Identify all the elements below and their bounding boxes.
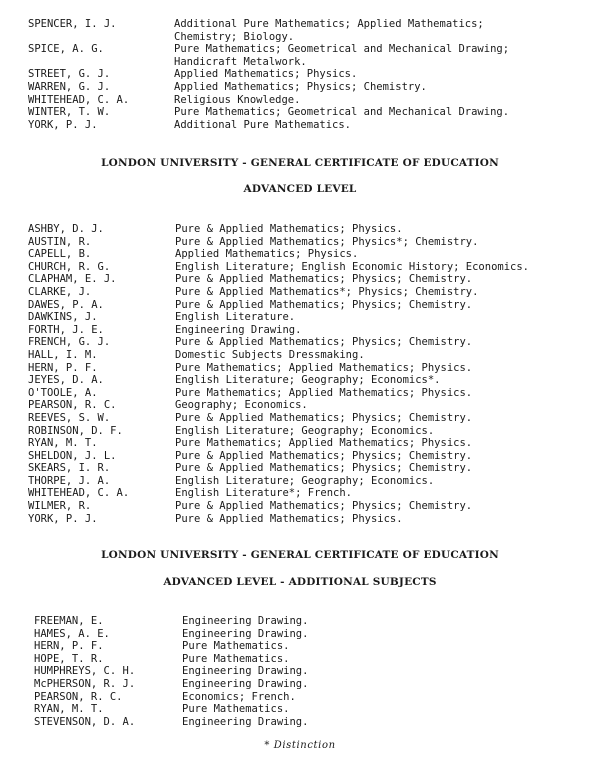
candidate-subjects: English Literature; Geography; Economics. [175,424,435,437]
candidate-name: O'TOOLE, A. [28,386,98,399]
list-item [0,628,600,641]
candidate-subjects: Religious Knowledge. [174,93,301,106]
list-item [0,18,600,31]
list-item [0,311,600,324]
candidate-subjects: Pure & Applied Mathematics; Physics; Chemistry. [175,449,473,462]
candidate-subjects: Pure & Applied Mathematics*; Physics; Chemistry. [175,285,479,298]
list-item [0,106,600,119]
candidate-subjects: Pure & Applied Mathematics; Physics*; Chemistry. [175,235,479,248]
list-item [0,399,600,412]
list-item [0,223,600,236]
section-heading: LONDON UNIVERSITY - GENERAL CERTIFICATE OF EDUCATION [101,549,499,561]
candidate-name: PEARSON, R. C. [34,690,123,703]
candidate-name: SHELDON, J. L. [28,449,117,462]
candidate-subjects: Pure & Applied Mathematics; Physics; Chemistry. [175,411,473,424]
footnote: * Distinction [264,740,336,751]
candidate-name: WINTER, T. W. [28,106,111,119]
list-item [0,716,600,729]
list-item [0,387,600,400]
list-item-continued [0,31,600,44]
candidate-name: WARREN, G. J. [28,80,111,93]
list-item [0,500,600,513]
candidate-name: HUMPHREYS, C. H. [34,665,136,678]
candidate-subjects: Engineering Drawing. [182,677,309,690]
list-item [0,119,600,132]
candidate-name: WHITEHEAD, C. A. [28,487,130,500]
list-item [0,487,600,500]
candidate-subjects: Pure & Applied Mathematics; Physics; Chemistry. [175,273,473,286]
list-item [0,81,600,94]
list-item [0,475,600,488]
list-item [0,425,600,438]
section-subheading: ADVANCED LEVEL - ADDITIONAL SUBJECTS [163,576,437,588]
candidate-subjects: English Literature. [175,311,296,324]
candidate-name: McPHERSON, R. J. [34,677,136,690]
list-item-continued [0,56,600,69]
list-item [0,236,600,249]
candidate-name: FORTH, J. E. [28,323,104,336]
candidate-subjects: Engineering Drawing. [182,715,309,728]
candidate-subjects: Additional Pure Mathematics; Applied Mathematics; [174,18,484,30]
list-item [0,273,600,286]
candidate-name: HAMES, A. E. [34,627,110,640]
candidate-subjects: English Literature; Geography; Economics*. [175,374,441,387]
list-item [0,286,600,299]
list-item [0,691,600,704]
candidate-subjects: Pure & Applied Mathematics; Physics; Chemistry. [175,298,473,311]
candidate-name: STREET, G. J. [28,68,111,81]
list-item [0,374,600,387]
candidate-name: CLARKE, J. [28,285,92,298]
candidate-name: THORPE, J. A. [28,474,111,487]
candidate-subjects: Pure Mathematics. [182,703,290,716]
candidate-subjects: English Literature; English Economic History; Economics. [175,260,530,273]
candidate-name: ASHBY, D. J. [28,223,104,235]
advanced-level-list [0,223,600,525]
candidate-subjects: English Literature; Geography; Economics. [175,474,435,487]
candidate-subjects: Engineering Drawing. [175,323,302,336]
candidate-subjects: Engineering Drawing. [182,665,309,678]
candidate-subjects: Pure & Applied Mathematics; Physics; Chemistry. [175,336,473,349]
list-item [0,349,600,362]
candidate-subjects: Pure Mathematics; Applied Mathematics; Physics. [175,361,473,374]
list-item [0,362,600,375]
candidate-name: CLAPHAM, E. J. [28,273,117,286]
candidate-subjects: Chemistry; Biology. [174,30,295,43]
top-list [0,18,600,131]
candidate-name: JEYES, D. A. [28,374,104,387]
candidate-name: YORK, P. J. [28,118,98,131]
list-item [0,665,600,678]
candidate-name: PEARSON, R. C. [28,399,117,412]
candidate-subjects: Pure Mathematics; Geometrical and Mechanical Drawing. [174,106,510,119]
list-item [0,94,600,107]
candidate-name: RYAN, M. T. [34,703,104,716]
candidate-subjects: Additional Pure Mathematics. [174,118,352,131]
list-item [0,68,600,81]
candidate-name: DAWES, P. A. [28,298,104,311]
candidate-name: WILMER, R. [28,500,92,513]
list-item [0,703,600,716]
candidate-name: DAWKINS, J. [28,311,98,324]
candidate-subjects: Pure Mathematics. [182,652,290,665]
list-item [0,336,600,349]
candidate-name: HALL, I. M. [28,348,98,361]
candidate-name: FRENCH, G. J. [28,336,111,349]
candidate-name: HERN, P. F. [34,640,104,653]
list-item [0,299,600,312]
candidate-subjects: Pure & Applied Mathematics; Physics. [175,223,403,235]
candidate-subjects: Pure & Applied Mathematics; Physics; Chemistry. [175,462,473,475]
list-item [0,513,600,526]
list-item [0,324,600,337]
candidate-name: SKEARS, I. R. [28,462,111,475]
candidate-name: RYAN, M. T. [28,437,98,450]
candidate-name: FREEMAN, E. [34,615,104,627]
candidate-subjects: Pure & Applied Mathematics; Physics. [175,512,403,525]
candidate-subjects: Pure & Applied Mathematics; Physics; Chemistry. [175,500,473,513]
list-item [0,248,600,261]
candidate-name: AUSTIN, R. [28,235,92,248]
candidate-subjects: Handicraft Metalwork. [174,55,307,68]
list-item [0,43,600,56]
candidate-subjects: Domestic Subjects Dressmaking. [175,348,365,361]
candidate-name: SPENCER, I. J. [28,18,117,30]
list-item [0,640,600,653]
candidate-subjects: Pure Mathematics; Applied Mathematics; Physics. [175,437,473,450]
section-subheading: ADVANCED LEVEL [243,183,357,195]
candidate-name: SPICE, A. G. [28,43,104,56]
candidate-name: HERN, P. F. [28,361,98,374]
candidate-subjects: Applied Mathematics; Physics; Chemistry. [174,80,427,93]
list-item [0,653,600,666]
list-item [0,450,600,463]
candidate-name: STEVENSON, D. A. [34,715,136,728]
additional-subjects-list [0,615,600,728]
section-heading: LONDON UNIVERSITY - GENERAL CERTIFICATE OF EDUCATION [101,157,499,169]
list-item [0,412,600,425]
candidate-subjects: Pure Mathematics; Geometrical and Mechanical Drawing; [174,43,510,56]
candidate-subjects: Geography; Economics. [175,399,308,412]
candidate-name: HOPE, T. R. [34,652,104,665]
list-item [0,615,600,628]
candidate-subjects: Pure Mathematics. [182,640,290,653]
candidate-name: ROBINSON, D. F. [28,424,123,437]
candidate-name: YORK, P. J. [28,512,98,525]
candidate-name: WHITEHEAD, C. A. [28,93,130,106]
candidate-subjects: English Literature*; French. [175,487,353,500]
list-item [0,261,600,274]
candidate-subjects: Applied Mathematics; Physics. [175,248,359,261]
candidate-subjects: Engineering Drawing. [182,627,309,640]
candidate-name: CHURCH, R. G. [28,260,111,273]
candidate-subjects: Pure Mathematics; Applied Mathematics; Physics. [175,386,473,399]
candidate-subjects: Engineering Drawing. [182,615,309,627]
candidate-subjects: Economics; French. [182,690,296,703]
list-item [0,678,600,691]
candidate-name: REEVES, S. W. [28,411,111,424]
list-item [0,462,600,475]
list-item [0,437,600,450]
candidate-name: CAPELL, B. [28,248,92,261]
candidate-subjects: Applied Mathematics; Physics. [174,68,358,81]
